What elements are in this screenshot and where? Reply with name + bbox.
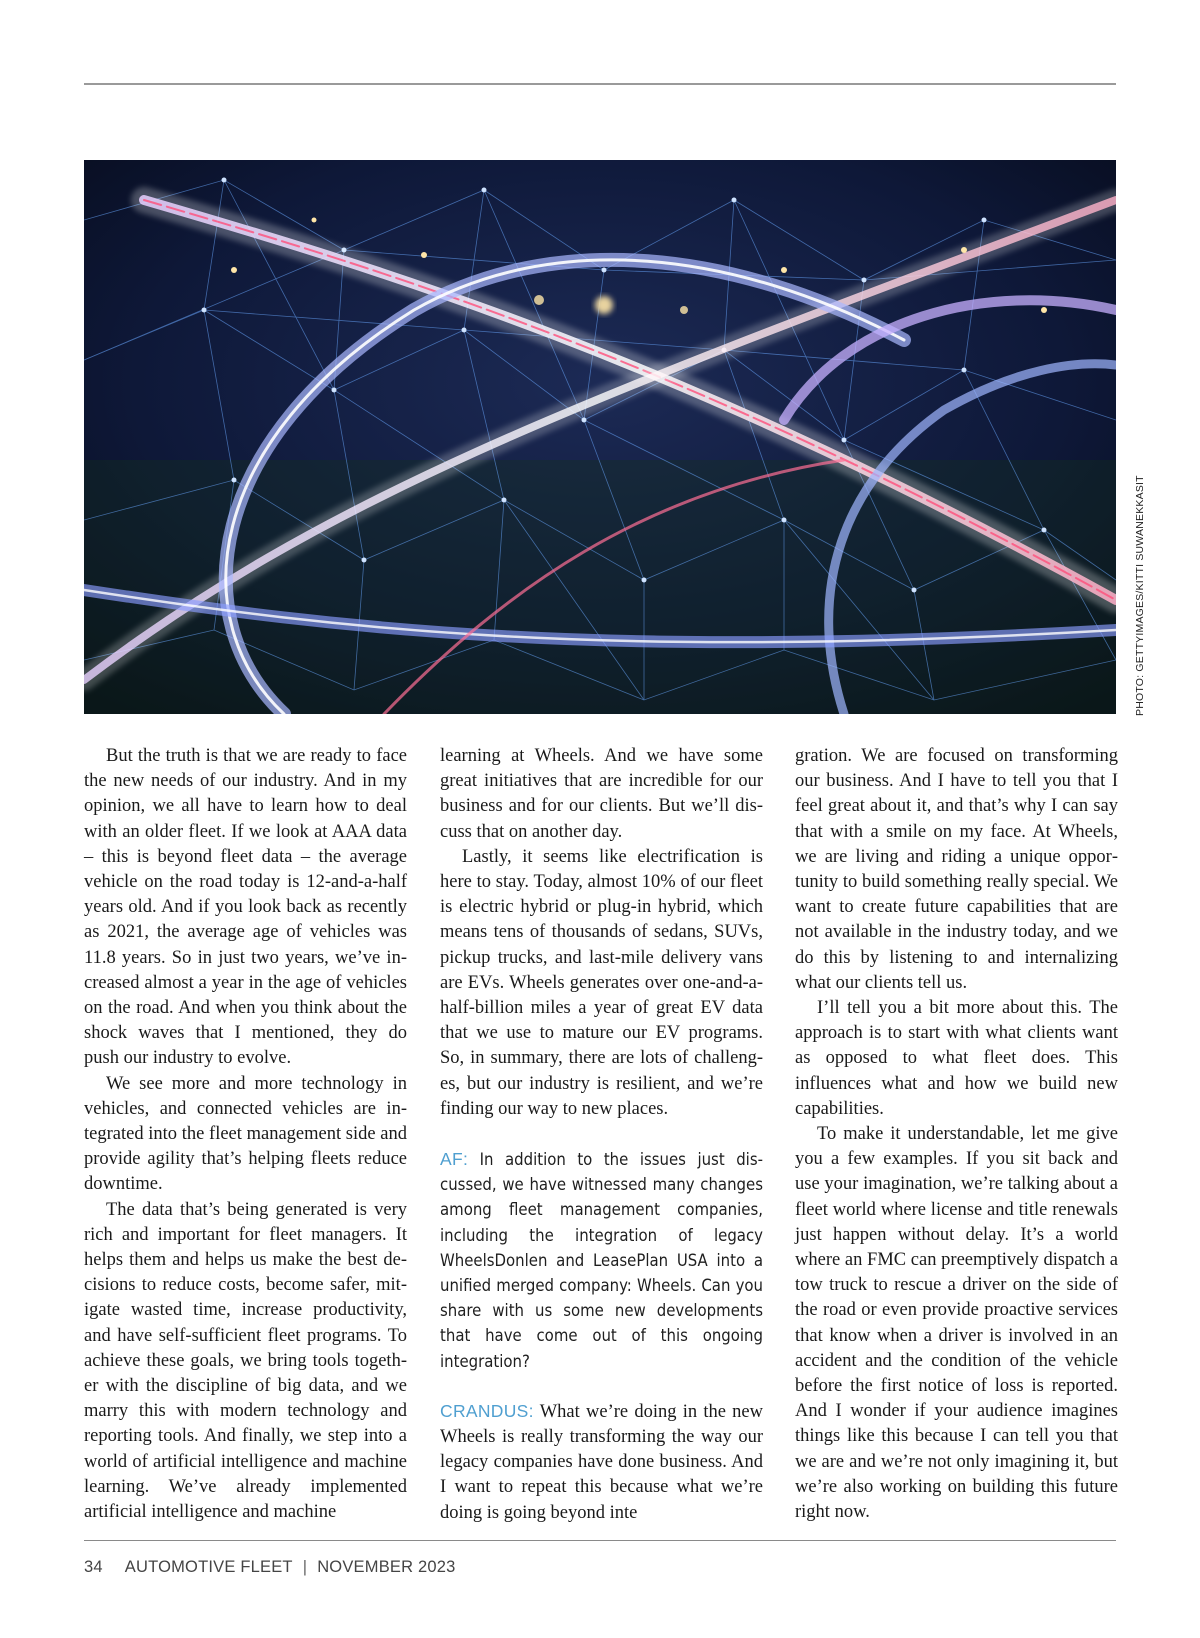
photo-credit: PHOTO: GETTYIMAGES/KITTI SUWANEKKASIT xyxy=(1134,475,1146,716)
paragraph: gration. We are focused on transforming our business. And I have to tell you that I feel great about it, and that’s why I can say that with a smile on my face. At Wheels, we are living and riding a unique opportunity to build something really special. We want to create future capabilities that are not available in the industry today, and we do this by listening to and internalizing what our clients tell us. xyxy=(795,746,1118,993)
question-tag: AF: xyxy=(440,1149,469,1170)
issue-date: NOVEMBER 2023 xyxy=(317,1558,456,1576)
paragraph: Lastly, it seems like electrification is here to stay. Today, almost 10% of our fleet is electric hybrid or plug-in hybrid, which means tens of thousands of sedans, SUVs, pickup trucks, and last-mile delivery vans are EVs. Wheels generates over one-and-a-half-billion miles a year of great EV data that we use to mature our EV programs. So, in summary, there are lots of challenges, but our industry is resilient, and we’re finding our way to new places. xyxy=(440,846,763,1119)
page-footer xyxy=(84,1558,456,1577)
publication-name: AUTOMOTIVE FLEET xyxy=(124,1558,293,1576)
top-rule xyxy=(84,83,1116,85)
column-2 xyxy=(440,744,763,1526)
page-number: 34 xyxy=(84,1558,103,1576)
column-3 xyxy=(795,744,1118,1525)
paragraph: learning at Wheels. And we have some great initiatives that are incredible for our business and for our clients. But we’ll discuss that on another day. xyxy=(440,746,763,842)
interview-answer xyxy=(440,1399,763,1526)
footer-separator: | xyxy=(302,1558,308,1576)
paragraph: We see more and more technology in vehicles, and connected vehicles are integrated into the fleet management side and provide agility that’s helping fleets reduce downtime. xyxy=(84,1073,407,1195)
paragraph: To make it understandable, let me give you a few examples. If you sit back and use your imagination, we’re talking about a fleet world where license and title renewals just happen without delay. It’s a world where an FMC can preemptively dispatch a tow truck to rescue a driver on the side of the road or even provide proactive services that know when a driver is involved in an accident and the condition of the vehicle before the first notice of loss is reported. And I wonder if your audience imagines things like this because I can tell you that we are and we’re not only imagining it, but we’re also working on building this future right now. xyxy=(795,1124,1118,1523)
answer-tag: CRANDUS: xyxy=(440,1400,534,1421)
question-text: In addition to the issues just discussed, we have witnessed many changes among fleet management companies, including the integration of legacy WheelsDonlen and LeasePlan USA into a unified merged company: Wheels. Can you share with us some new developments that have come out of this ongoing integration? xyxy=(440,1150,763,1371)
paragraph: I’ll tell you a bit more about this. The approach is to start with what clients want as opposed to what fleet does. This influences what and how we build new capabilities. xyxy=(795,998,1118,1119)
paragraph: The data that’s being generated is very rich and important for fleet managers. It helps them and helps us make the best decisions to reduce costs, become safer, mitigate wasted time, increase productivity, and have self-sufficient fleet programs. To achieve these goals, we bring tools together with the discipline of big data, and we marry this with modern technology and reporting tools. And finally, we step into a world of artificial intelligence and machine learning. We’ve already implemented artificial intelligence and machine xyxy=(84,1199,407,1523)
interview-question xyxy=(440,1147,763,1374)
answer-text: What we’re doing in the new Wheels is really transforming the way our legacy companies have done business. And I want to repeat this because what we’re doing is going beyond inte xyxy=(440,1401,763,1523)
paragraph: But the truth is that we are ready to face the new needs of our industry. And in my opinion, we all have to learn how to deal with an older fleet. If we look at AAA data – this is beyond fleet data – the average vehicle on the road today is 12-and-a-half years old. And if you look back as recently as 2021, the average age of vehicles was 11.8 years. So in just two years, we’ve increased almost a year in the age of vehicles on the road. And when you think about the shock waves that I mentioned, they do push our industry to evolve. xyxy=(84,746,407,1069)
column-1 xyxy=(84,744,407,1525)
hero-photo xyxy=(84,160,1116,714)
bottom-rule xyxy=(84,1540,1116,1541)
